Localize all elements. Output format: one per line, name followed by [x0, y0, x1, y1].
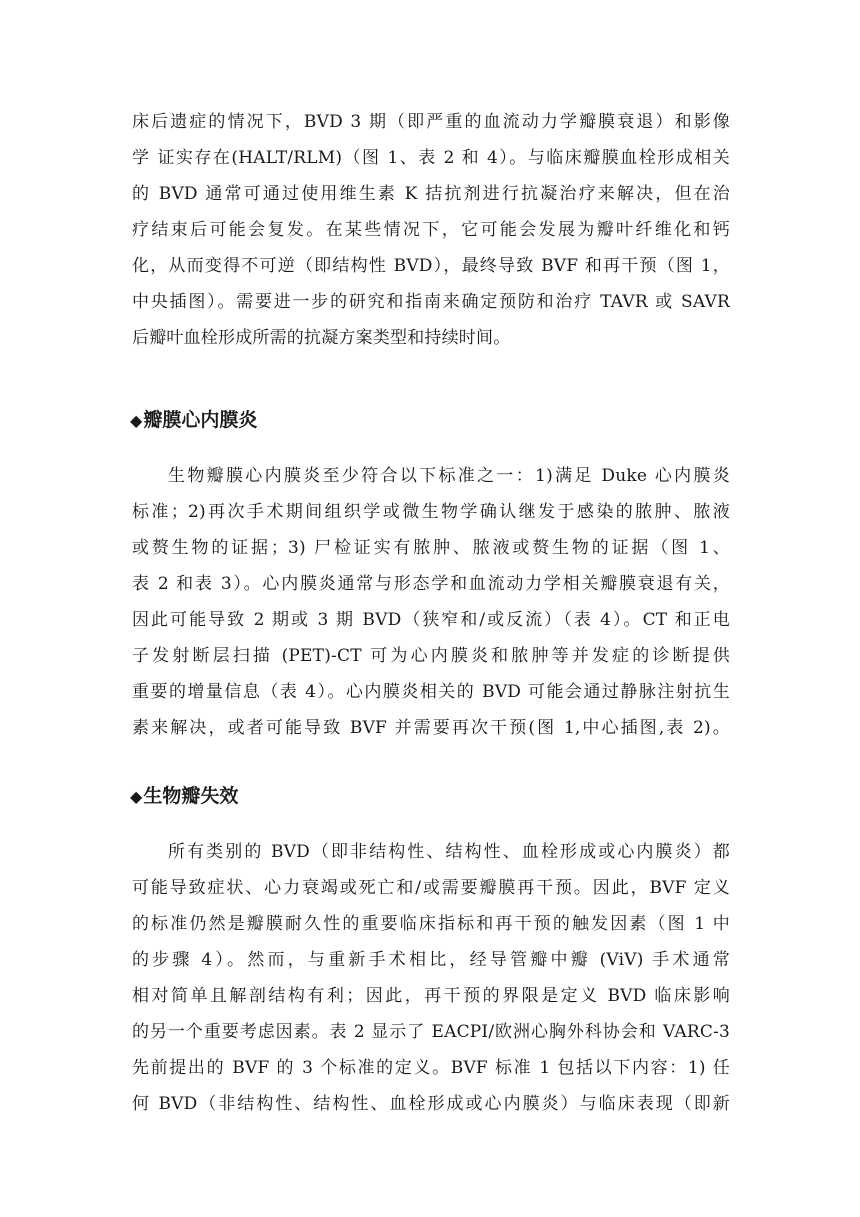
paragraph-line: 因此可能导致 2 期或 3 期 BVD（狭窄和/或反流）（表 4）。CT 和正电: [132, 610, 730, 630]
paragraph-line: 后瓣叶血栓形成所需的抗凝方案类型和持续时间。: [132, 328, 511, 348]
paragraph-line: 或赘生物的证据；3) 尸检证实有脓肿、脓液或赘生物的证据（图 1、: [132, 538, 730, 558]
paragraph-line: 化，从而变得不可逆（即结构性 BVD），最终导致 BVF 和再干预（图 1，: [132, 256, 730, 276]
paragraph-line: 子发射断层扫描 (PET)-CT 可为心内膜炎和脓肿等并发症的诊断提供: [132, 646, 730, 666]
paragraph-line: 素来解决，或者可能导致 BVF 并需要再次干预(图 1,中心插图,表 2)。: [132, 718, 730, 738]
paragraph-line: 的 BVD 通常可通过使用维生素 K 拮抗剂进行抗凝治疗来解决，但在治: [132, 184, 730, 204]
paragraph-line: 相对简单且解剖结构有利；因此，再干预的界限是定义 BVD 临床影响: [132, 986, 730, 1006]
paragraph-line: 的另一个重要考虑因素。表 2 显示了 EACPI/欧洲心胸外科协会和 VARC-3: [132, 1022, 730, 1042]
paragraph-line: 先前提出的 BVF 的 3 个标准的定义。BVF 标准 1 包括以下内容：1) 任: [132, 1058, 730, 1078]
section-heading-bvf: [130, 781, 238, 812]
paragraph-line: 可能导致症状、心力衰竭或死亡和/或需要瓣膜再干预。因此，BVF 定义: [132, 878, 730, 898]
paragraph-line: 中央插图）。需要进一步的研究和指南来确定预防和治疗 TAVR 或 SAVR: [132, 292, 730, 312]
paragraph-line: 的标准仍然是瓣膜耐久性的重要临床指标和再干预的触发因素（图 1 中: [132, 914, 730, 934]
diamond-bullet-icon: ◆: [130, 411, 143, 430]
paragraph-line: 何 BVD（非结构性、结构性、血栓形成或心内膜炎）与临床表现（即新: [132, 1094, 730, 1114]
paragraph-line: 所有类别的 BVD（即非结构性、结构性、血栓形成或心内膜炎）都: [168, 842, 730, 862]
paragraph-line: 标准；2)再次手术期间组织学或微生物学确认继发于感染的脓肿、脓液: [132, 502, 730, 522]
section-heading-endocarditis: [130, 405, 257, 436]
section-heading-title: 生物瓣失效: [143, 785, 239, 807]
paragraph-line: 表 2 和表 3）。心内膜炎通常与形态学和血流动力学相关瓣膜衰退有关，: [132, 574, 730, 594]
paragraph-line: 生物瓣膜心内膜炎至少符合以下标准之一：1)满足 Duke 心内膜炎: [168, 466, 730, 486]
paragraph-line: 学 证实存在(HALT/RLM)（图 1、表 2 和 4）。与临床瓣膜血栓形成相关: [132, 148, 730, 168]
paragraph-line: 疗结束后可能会复发。在某些情况下，它可能会发展为瓣叶纤维化和钙: [132, 220, 730, 240]
paragraph-line: 的步骤 4）。然而，与重新手术相比，经导管瓣中瓣 (ViV) 手术通常: [132, 950, 730, 970]
section-heading-title: 瓣膜心内膜炎: [143, 409, 258, 431]
paragraph-line: 床后遗症的情况下，BVD 3 期（即严重的血流动力学瓣膜衰退）和影像: [132, 112, 730, 132]
diamond-bullet-icon: ◆: [130, 787, 143, 806]
paragraph-line: 重要的增量信息（表 4）。心内膜炎相关的 BVD 可能会通过静脉注射抗生: [132, 682, 730, 702]
